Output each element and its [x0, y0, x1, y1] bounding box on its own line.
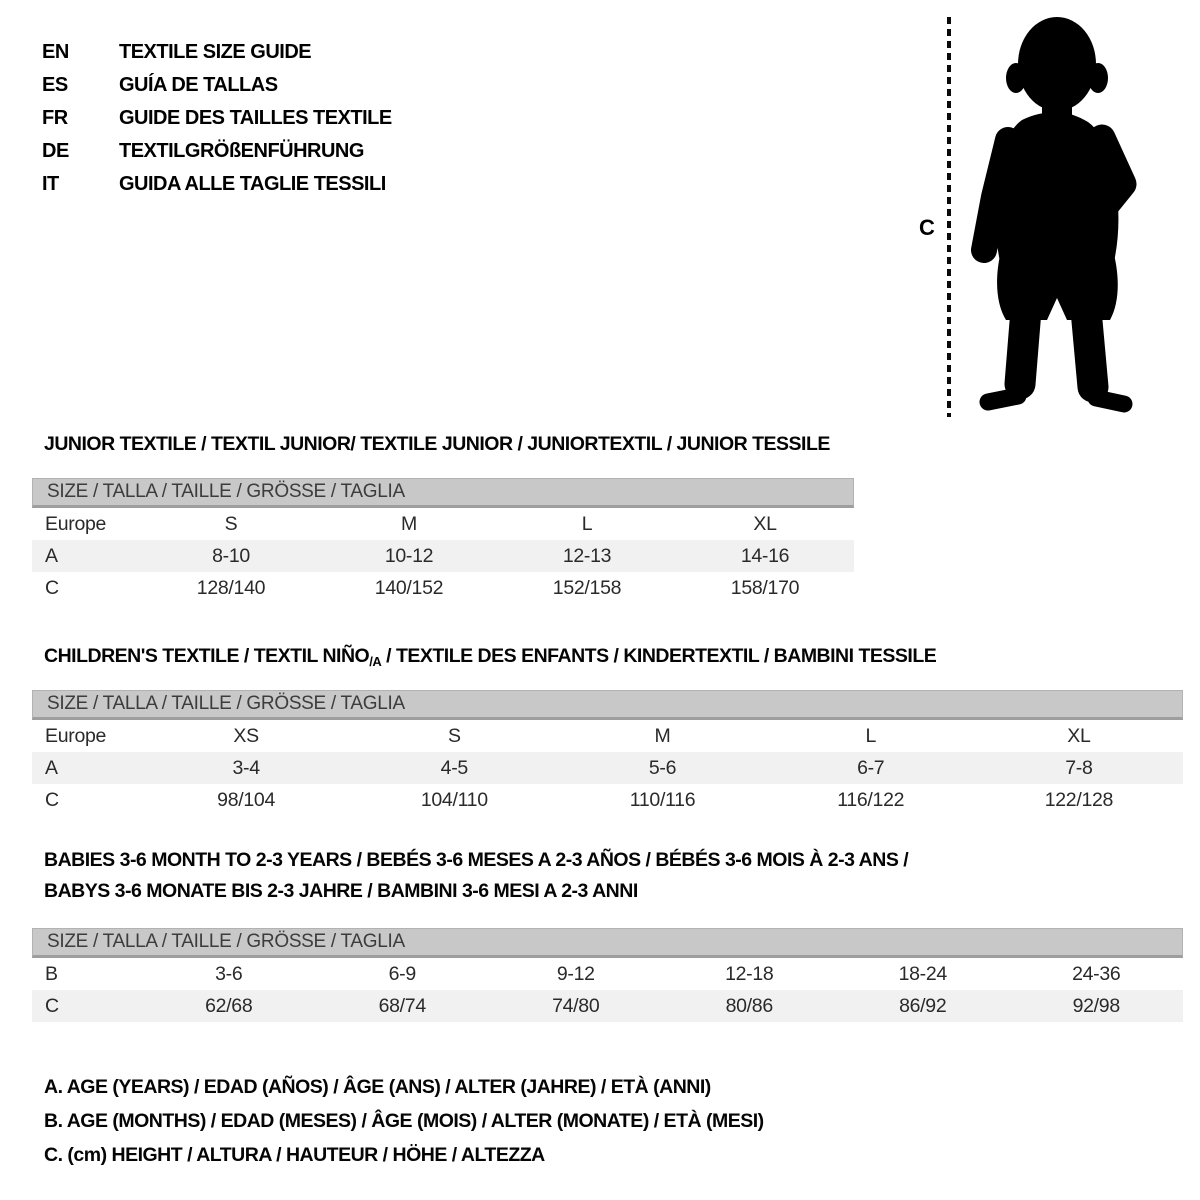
guide-title: GUIDE DES TAILLES TEXTILE: [119, 107, 392, 129]
toddler-silhouette-icon: [950, 12, 1150, 424]
babies-size-table: [32, 928, 1183, 1022]
height-cell: 140/152: [374, 576, 444, 599]
language-row-en: [42, 36, 392, 69]
months-cell: 12-18: [725, 962, 774, 985]
size-cell: M: [401, 512, 417, 535]
size-cell: L: [865, 724, 876, 747]
height-cell: 86/92: [899, 994, 947, 1017]
height-cell: 98/104: [217, 788, 276, 811]
footnote-age-years: A. AGE (YEARS) / EDAD (AÑOS) / ÂGE (ANS) / ALTER (JAHRE) / ETÀ (ANNI): [44, 1076, 711, 1098]
footnote-height-cm: C. (cm) HEIGHT / ALTURA / HAUTEUR / HÖHE / ALTEZZA: [44, 1144, 545, 1166]
height-cell: 74/80: [552, 994, 600, 1017]
age-cell: 8-10: [212, 544, 250, 567]
babies-title-line1: BABIES 3-6 MONTH TO 2-3 YEARS / BEBÉS 3-6 MESES A 2-3 AÑOS / BÉBÉS 3-6 MOIS À 2-3 ANS /: [44, 849, 909, 871]
guide-title: GUÍA DE TALLAS: [119, 74, 278, 96]
children-size-table: [32, 690, 1183, 816]
language-code: IT: [42, 173, 59, 195]
age-cell: 12-13: [562, 544, 612, 567]
language-row-it: [42, 168, 392, 201]
children-title-suffix: / TEXTILE DES ENFANTS / KINDERTEXTIL / BAMBINI TESSILE: [381, 645, 937, 667]
table-row-height: [32, 784, 1183, 816]
months-cell: 3-6: [215, 962, 243, 985]
junior-section-title: JUNIOR TEXTILE / TEXTIL JUNIOR/ TEXTILE JUNIOR / JUNIORTEXTIL / JUNIOR TESSILE: [44, 433, 830, 455]
height-measure-label: C: [919, 215, 935, 240]
row-label: Europe: [45, 512, 107, 535]
height-cell: 80/86: [725, 994, 773, 1017]
months-cell: 18-24: [898, 962, 947, 985]
language-code: DE: [42, 140, 69, 162]
language-title-list: [42, 36, 392, 201]
height-cell: 116/122: [837, 788, 905, 811]
guide-title: GUIDA ALLE TAGLIE TESSILI: [119, 173, 386, 195]
language-code: ES: [42, 74, 68, 96]
height-cell: 62/68: [205, 994, 253, 1017]
table-row-height: [32, 572, 854, 604]
size-header-bar: SIZE / TALLA / TAILLE / GRÖSSE / TAGLIA: [32, 478, 854, 508]
size-cell: L: [581, 512, 593, 535]
size-cell: S: [447, 724, 461, 747]
table-row-age: [32, 540, 854, 572]
height-cell: 122/128: [1044, 788, 1114, 811]
language-row-de: [42, 135, 392, 168]
table-row-age: [32, 752, 1183, 784]
height-cell: 104/110: [420, 788, 488, 811]
guide-title: TEXTILE SIZE GUIDE: [119, 41, 312, 63]
size-cell: XL: [1067, 724, 1091, 747]
table-row-europe: [32, 508, 854, 540]
language-row-fr: [42, 102, 392, 135]
children-title-subscript: /A: [369, 654, 382, 669]
row-label: Europe: [45, 724, 107, 747]
size-header-bar: SIZE / TALLA / TAILLE / GRÖSSE / TAGLIA: [32, 928, 1183, 958]
babies-section-title: [44, 845, 908, 907]
table-row-height: [32, 990, 1183, 1022]
guide-title: TEXTILGRÖßENFÜHRUNG: [119, 140, 364, 162]
language-code: FR: [42, 107, 68, 129]
row-label: A: [45, 756, 58, 779]
junior-size-table: [32, 478, 854, 604]
height-cell: 68/74: [378, 994, 426, 1017]
children-title-prefix: CHILDREN'S TEXTILE / TEXTIL NIÑO: [44, 645, 370, 667]
age-cell: 6-7: [857, 756, 885, 779]
height-cell: 152/158: [552, 576, 622, 599]
row-label: C: [45, 994, 59, 1017]
babies-title-line2: BABYS 3-6 MONATE BIS 2-3 JAHRE / BAMBINI 3-6 MESI A 2-3 ANNI: [44, 880, 638, 902]
size-cell: S: [224, 512, 238, 535]
language-row-es: [42, 69, 392, 102]
size-header-bar: SIZE / TALLA / TAILLE / GRÖSSE / TAGLIA: [32, 690, 1183, 720]
row-label: C: [45, 788, 59, 811]
children-section-title: [44, 645, 936, 669]
footnote-list: [44, 1070, 764, 1172]
age-cell: 5-6: [648, 756, 677, 779]
height-cell: 92/98: [1072, 994, 1120, 1017]
age-cell: 4-5: [440, 756, 468, 779]
height-cell: 110/116: [629, 788, 696, 811]
height-cell: 158/170: [730, 576, 800, 599]
language-code: EN: [42, 41, 69, 63]
height-cell: 128/140: [196, 576, 266, 599]
footnote-age-months: B. AGE (MONTHS) / EDAD (MESES) / ÂGE (MOIS) / ALTER (MONATE) / ETÀ (MESI): [44, 1110, 764, 1132]
row-label: C: [45, 576, 59, 599]
table-row-europe: [32, 720, 1183, 752]
size-cell: XL: [753, 512, 777, 535]
row-label: A: [45, 544, 58, 567]
age-cell: 7-8: [1065, 756, 1093, 779]
size-cell: XS: [233, 724, 259, 747]
age-cell: 14-16: [740, 544, 790, 567]
table-row-months: [32, 958, 1183, 990]
months-cell: 24-36: [1072, 962, 1121, 985]
size-cell: M: [654, 724, 671, 747]
age-cell: 3-4: [232, 756, 260, 779]
row-label: B: [45, 962, 58, 985]
months-cell: 6-9: [388, 962, 416, 985]
age-cell: 10-12: [384, 544, 434, 567]
months-cell: 9-12: [556, 962, 595, 985]
